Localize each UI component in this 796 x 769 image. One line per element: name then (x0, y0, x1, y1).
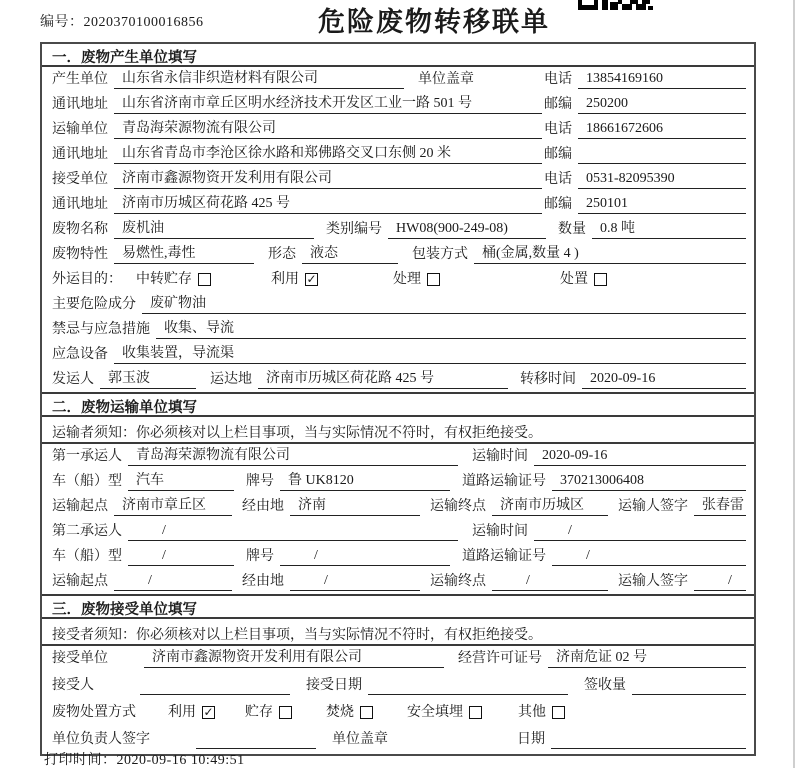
transport-time-label: 运输时间 (472, 524, 528, 539)
destination-value: 济南市历城区荷花路 425 号 (258, 370, 508, 389)
hazard-value: 废矿物油 (142, 295, 746, 314)
road-cert-label: 道路运输证号 (462, 474, 546, 489)
qr-code-icon (578, 0, 654, 11)
checkbox (594, 273, 607, 286)
checkbox (279, 706, 292, 719)
emergency-equipment-value: 收集装置，导流渠 (114, 345, 746, 364)
carrier-sign-value: 张春雷 (694, 497, 746, 516)
checkbox-checked (305, 273, 318, 286)
address-label: 通讯地址 (52, 197, 108, 212)
carrier1-label: 第一承运人 (52, 449, 122, 464)
emergency-equipment-label: 应急设备 (52, 347, 108, 362)
route-via2-value: / (290, 572, 420, 591)
waste-name-row (42, 217, 754, 242)
serial-label: 编号： (40, 15, 84, 30)
vehicle-type2-value: / (128, 547, 234, 566)
print-time-label: 打印时间： (44, 753, 117, 768)
hazard-row (42, 292, 754, 317)
producer-zip-value: 250200 (578, 95, 746, 114)
receiver-row (42, 167, 754, 192)
address-label: 通讯地址 (52, 97, 108, 112)
sign-date-value (551, 730, 746, 749)
road-cert-value: 370213006408 (552, 472, 746, 491)
waste-code-value: HW08(900-249-08) (388, 220, 546, 239)
receiver-label: 接受单位 (52, 172, 108, 187)
route-start2-value: / (114, 572, 232, 591)
license-label: 经营许可证号 (458, 651, 542, 666)
section-producer (42, 44, 754, 392)
receiving-unit-label: 接受单位 (52, 651, 108, 666)
vehicle-type-value: 汽车 (128, 472, 234, 491)
waste-name-value: 废机油 (114, 220, 314, 239)
hazard-label: 主要危险成分 (52, 297, 136, 312)
transporter-notice: 运输者须知：你必须核对以上栏目事项，当与实际情况不符时，有权拒绝接受。 (42, 417, 754, 444)
receiving-unit-row (42, 646, 754, 673)
route-end-value: 济南市历城区 (492, 497, 608, 516)
packing-value: 桶(金属,数量 4 ) (474, 245, 746, 264)
unit-seal-label: 单位盖章 (332, 732, 388, 747)
route2-row (42, 569, 754, 594)
checkbox-mark: ✓ (306, 271, 317, 286)
document-serial (40, 11, 204, 31)
checkbox (198, 273, 211, 286)
zip-label: 邮编 (544, 197, 572, 212)
transporter-value: 青岛海荣源物流有限公司 (114, 120, 542, 139)
purpose-label: 外运目的： (52, 272, 122, 287)
responsible-sign-label: 单位负责人签字 (52, 732, 150, 747)
section-1-heading: 一．废物产生单位填写 (42, 44, 754, 67)
carrier2-label: 第二承运人 (52, 524, 122, 539)
checkbox-mark: ✓ (203, 704, 214, 719)
transport-time-value: 2020-09-16 (534, 447, 746, 466)
print-time (44, 749, 245, 769)
receiver-value: 济南市鑫源物资开发利用有限公司 (114, 170, 542, 189)
checkbox (360, 706, 373, 719)
vehicle1-row (42, 469, 754, 494)
destination-label: 运达地 (210, 372, 252, 387)
receiver-address-value: 济南市历城区荷花路 425 号 (114, 195, 542, 214)
disposal-option-storage: 贮存 (245, 704, 292, 722)
checkbox-checked (202, 706, 215, 719)
acceptor-row (42, 673, 754, 700)
route-via-label: 经由地 (242, 574, 284, 589)
transport-time-label: 运输时间 (472, 449, 528, 464)
form-title: 危险废物转移联单 (318, 7, 550, 37)
contraindication-label: 禁忌与应急措施 (52, 322, 150, 337)
road-cert-label: 道路运输证号 (462, 549, 546, 564)
plate-value: 鲁 UK8120 (280, 472, 450, 491)
plate2-value: / (280, 547, 450, 566)
packing-label: 包装方式 (412, 247, 468, 262)
carrier-sign-label: 运输人签字 (618, 574, 688, 589)
transfer-form-table (40, 42, 756, 756)
producer-label: 产生单位 (52, 72, 108, 87)
carrier2-row (42, 519, 754, 544)
print-time-value: 2020-09-16 10:49:51 (116, 753, 245, 768)
checkbox (427, 273, 440, 286)
shipper-label: 发运人 (52, 372, 94, 387)
checkbox (469, 706, 482, 719)
disposal-method-label: 废物处置方式 (52, 705, 136, 720)
carrier1-row (42, 444, 754, 469)
transport-time2-value: / (534, 522, 746, 541)
responsible-sign-value (196, 730, 316, 749)
waste-form-value: 液态 (302, 245, 398, 264)
section-3-heading: 三．废物接受单位填写 (42, 596, 754, 619)
window-edge-divider (793, 0, 795, 768)
accept-date-label: 接受日期 (306, 678, 362, 693)
license-value: 济南危证 02 号 (548, 649, 746, 668)
unit-seal-label: 单位盖章 (418, 72, 474, 87)
waste-props-label: 废物特性 (52, 247, 108, 262)
carrier-sign2-value: / (694, 572, 746, 591)
waste-qty-value: 0.8 吨 (592, 220, 746, 239)
route1-row (42, 494, 754, 519)
contraindication-value: 收集、导流 (156, 320, 746, 339)
disposal-option-other: 其他 (518, 704, 565, 722)
route-end-label: 运输终点 (430, 499, 486, 514)
carrier2-value: / (128, 522, 458, 541)
sign-date-label: 日期 (517, 732, 545, 747)
transporter-row (42, 117, 754, 142)
producer-address-row (42, 92, 754, 117)
transporter-address-value: 山东省青岛市李沧区徐水路和郑佛路交叉口东侧 20 米 (114, 145, 542, 164)
receiver-zip-value: 250101 (578, 195, 746, 214)
contraindication-row (42, 317, 754, 342)
waste-props-row (42, 242, 754, 267)
section-transporter (42, 392, 754, 594)
disposal-option-incinerate: 焚烧 (326, 704, 373, 722)
section-receiver (42, 594, 754, 754)
disposal-option-landfill: 安全填埋 (407, 704, 482, 722)
producer-phone-value: 13854169160 (578, 70, 746, 89)
zip-label: 邮编 (544, 97, 572, 112)
phone-label: 电话 (544, 172, 572, 187)
route-start-value: 济南市章丘区 (114, 497, 232, 516)
zip-label: 邮编 (544, 147, 572, 162)
purpose-row (42, 267, 754, 292)
receiver-phone-value: 0531-82095390 (578, 170, 746, 189)
route-via-value: 济南 (290, 497, 420, 516)
producer-address-value: 山东省济南市章丘区明水经济技术开发区工业一路 501 号 (114, 95, 542, 114)
route-end2-value: / (492, 572, 608, 591)
producer-value: 山东省永信非织造材料有限公司 (114, 70, 404, 89)
waste-props-value: 易燃性,毒性 (114, 245, 254, 264)
vehicle-type-label: 车（船）型 (52, 549, 122, 564)
transporter-phone-value: 18661672606 (578, 120, 746, 139)
transfer-time-label: 转移时间 (520, 372, 576, 387)
plate-label: 牌号 (246, 549, 274, 564)
receiving-unit-value: 济南市鑫源物资开发利用有限公司 (144, 649, 444, 668)
address-label: 通讯地址 (52, 147, 108, 162)
transporter-address-row (42, 142, 754, 167)
acceptor-value (140, 676, 290, 695)
disposal-option-utilize: 利用 ✓ (168, 704, 214, 720)
waste-form-label: 形态 (268, 247, 296, 262)
purpose-option-utilize: 利用 ✓ (271, 271, 317, 287)
vehicle-type-label: 车（船）型 (52, 474, 122, 489)
emergency-equipment-row (42, 342, 754, 367)
transfer-time-value: 2020-09-16 (582, 370, 746, 389)
transporter-label: 运输单位 (52, 122, 108, 137)
route-start-label: 运输起点 (52, 574, 108, 589)
serial-value: 2020370100016856 (83, 15, 204, 30)
purpose-option-transfer-storage: 中转贮存 (136, 271, 211, 289)
route-via-label: 经由地 (242, 499, 284, 514)
vehicle2-row (42, 544, 754, 569)
phone-label: 电话 (544, 72, 572, 87)
carrier-sign-label: 运输人签字 (618, 499, 688, 514)
waste-qty-label: 数量 (558, 222, 586, 237)
plate-label: 牌号 (246, 474, 274, 489)
acceptor-label: 接受人 (52, 678, 94, 693)
disposal-method-row (42, 700, 754, 727)
signed-qty-value (632, 676, 746, 695)
route-end-label: 运输终点 (430, 574, 486, 589)
shipper-value: 郭玉波 (100, 370, 196, 389)
purpose-option-dispose: 处置 (560, 271, 607, 289)
waste-code-label: 类别编号 (326, 222, 382, 237)
accept-date-value (368, 676, 568, 695)
receiver-address-row (42, 192, 754, 217)
producer-row (42, 67, 754, 92)
signed-qty-label: 签收量 (584, 678, 626, 693)
phone-label: 电话 (544, 122, 572, 137)
shipper-row (42, 367, 754, 392)
section-2-heading: 二．废物运输单位填写 (42, 394, 754, 417)
waste-name-label: 废物名称 (52, 222, 108, 237)
carrier1-value: 青岛海荣源物流有限公司 (128, 447, 458, 466)
route-start-label: 运输起点 (52, 499, 108, 514)
road-cert2-value: / (552, 547, 746, 566)
purpose-option-treat: 处理 (393, 271, 440, 289)
checkbox (552, 706, 565, 719)
transporter-zip-value (578, 145, 746, 164)
receiver-notice: 接受者须知：你必须核对以上栏目事项，当与实际情况不符时，有权拒绝接受。 (42, 619, 754, 646)
